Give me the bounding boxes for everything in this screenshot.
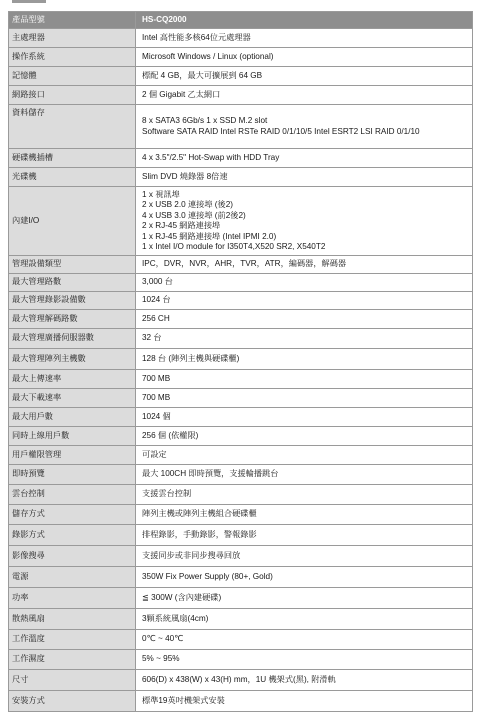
spec-value: 32 台 [136, 329, 473, 349]
header-label: 產品型號 [9, 12, 136, 29]
spec-label: 管理設備類型 [9, 256, 136, 274]
spec-header-row [9, 12, 473, 29]
spec-row-mounting [9, 691, 473, 712]
spec-label: 尺寸 [9, 670, 136, 691]
spec-label: 雲台控制 [9, 485, 136, 505]
spec-row-optical-drive [9, 168, 473, 187]
spec-value: 700 MB [136, 389, 473, 408]
spec-row-dimensions [9, 670, 473, 691]
spec-row-upload-rate [9, 370, 473, 389]
spec-label: 最大上傳速率 [9, 370, 136, 389]
spec-label: 同時上線用戶數 [9, 427, 136, 446]
spec-value: 陣列主機或陣列主機組合硬碟櫃 [136, 505, 473, 525]
spec-value: Slim DVD 燒錄器 8倍速 [136, 168, 473, 187]
spec-value: 606(D) x 438(W) x 43(H) mm，1U 機架式(黑), 附滑軌 [136, 670, 473, 691]
spec-value: 0℃ ~ 40℃ [136, 630, 473, 650]
spec-label: 最大管理路數 [9, 274, 136, 292]
spec-value: 256 個 (依權限) [136, 427, 473, 446]
spec-label: 工作溫度 [9, 630, 136, 650]
spec-value: 1024 台 [136, 292, 473, 310]
spec-row-live-view [9, 465, 473, 485]
spec-row-max-decode [9, 310, 473, 329]
spec-value: 支援同步或非同步搜尋回放 [136, 546, 473, 567]
model-number: HS-CQ2000 [136, 12, 473, 29]
spec-row-os [9, 48, 473, 67]
spec-value: 2 個 Gigabit 乙太網口 [136, 86, 473, 105]
spec-value: 256 CH [136, 310, 473, 329]
spec-row-user-permissions [9, 446, 473, 465]
spec-label: 錄影方式 [9, 525, 136, 546]
spec-value: 350W Fix Power Supply (80+, Gold) [136, 567, 473, 588]
spec-row-storage-method [9, 505, 473, 525]
spec-row-max-broadcast [9, 329, 473, 349]
spec-label: 散熱風扇 [9, 609, 136, 630]
spec-label: 儲存方式 [9, 505, 136, 525]
spec-label: 功率 [9, 588, 136, 609]
spec-row-memory [9, 67, 473, 86]
spec-label: 硬碟機插槽 [9, 149, 136, 168]
spec-row-ptz-control [9, 485, 473, 505]
spec-row-max-arrays [9, 349, 473, 370]
spec-label: 內建I/O [9, 187, 136, 256]
spec-label: 最大管理錄影設備數 [9, 292, 136, 310]
spec-label: 安裝方式 [9, 691, 136, 712]
spec-label: 最大管理廣播伺服器數 [9, 329, 136, 349]
spec-label: 資料儲存 [9, 105, 136, 149]
spec-label: 即時預覽 [9, 465, 136, 485]
spec-value: 4 x 3.5"/2.5" Hot-Swap with HDD Tray [136, 149, 473, 168]
spec-value: 3,000 台 [136, 274, 473, 292]
spec-label: 工作濕度 [9, 650, 136, 670]
spec-value: 1024 個 [136, 408, 473, 427]
spec-table [8, 11, 473, 712]
spec-label: 最大管理陣列主機數 [9, 349, 136, 370]
spec-label: 光碟機 [9, 168, 136, 187]
spec-row-device-types [9, 256, 473, 274]
spec-label: 最大用戶數 [9, 408, 136, 427]
spec-label: 操作系統 [9, 48, 136, 67]
spec-label: 網路接口 [9, 86, 136, 105]
spec-label: 電源 [9, 567, 136, 588]
spec-value: 1 x 視訊埠 2 x USB 2.0 連接埠 (後2) 4 x USB 3.0 連接埠 (前2後2) 2 x RJ-45 網路連接埠 1 x RJ-45 網路連接埠 (Intel IPMI 2.0) 1 x Intel I/O module for I350T4,X520 SR2, X540T2 [136, 187, 473, 256]
spec-value: IPC，DVR，NVR，AHR，TVR，ATR，編碼器，解碼器 [136, 256, 473, 274]
spec-value: 最大 100CH 即時預覽，支援輪播跳台 [136, 465, 473, 485]
spec-value: 3顆系統風扇(4cm) [136, 609, 473, 630]
spec-row-drive-bays [9, 149, 473, 168]
spec-value: 支援雲台控制 [136, 485, 473, 505]
spec-value: ≦ 300W (含內建硬碟) [136, 588, 473, 609]
spec-value: 標準19英吋機架式安裝 [136, 691, 473, 712]
spec-row-power-supply [9, 567, 473, 588]
spec-row-builtin-io [9, 187, 473, 256]
spec-row-cooling-fans [9, 609, 473, 630]
spec-value: 可設定 [136, 446, 473, 465]
spec-row-operating-temp [9, 630, 473, 650]
spec-label: 影像搜尋 [9, 546, 136, 567]
spec-row-recording-mode [9, 525, 473, 546]
top-decoration-bar [12, 0, 46, 3]
spec-label: 用戶權限管理 [9, 446, 136, 465]
spec-row-max-channels [9, 274, 473, 292]
spec-label: 最大下載速率 [9, 389, 136, 408]
spec-row-max-recorders [9, 292, 473, 310]
spec-row-max-users [9, 408, 473, 427]
spec-value: 排程錄影，手動錄影，警報錄影 [136, 525, 473, 546]
spec-row-download-rate [9, 389, 473, 408]
spec-row-concurrent-users [9, 427, 473, 446]
spec-row-operating-humidity [9, 650, 473, 670]
spec-row-cpu [9, 29, 473, 48]
spec-value: Intel 高性能多核64位元處理器 [136, 29, 473, 48]
spec-row-power-consumption [9, 588, 473, 609]
spec-value: Microsoft Windows / Linux (optional) [136, 48, 473, 67]
spec-row-video-search [9, 546, 473, 567]
spec-row-storage [9, 105, 473, 149]
spec-value: 700 MB [136, 370, 473, 389]
spec-value: 128 台 (陣列主機與硬碟櫃) [136, 349, 473, 370]
spec-value: 5% ~ 95% [136, 650, 473, 670]
spec-value: 標配 4 GB，最大可擴展到 64 GB [136, 67, 473, 86]
spec-value: 8 x SATA3 6Gb/s 1 x SSD M.2 slot Software SATA RAID Intel RSTe RAID 0/1/10/5 Intel ESRT2 LSI RAID 0/1/10 [136, 105, 473, 149]
spec-row-network [9, 86, 473, 105]
spec-label: 記憶體 [9, 67, 136, 86]
spec-label: 最大管理解碼路數 [9, 310, 136, 329]
spec-label: 主處理器 [9, 29, 136, 48]
